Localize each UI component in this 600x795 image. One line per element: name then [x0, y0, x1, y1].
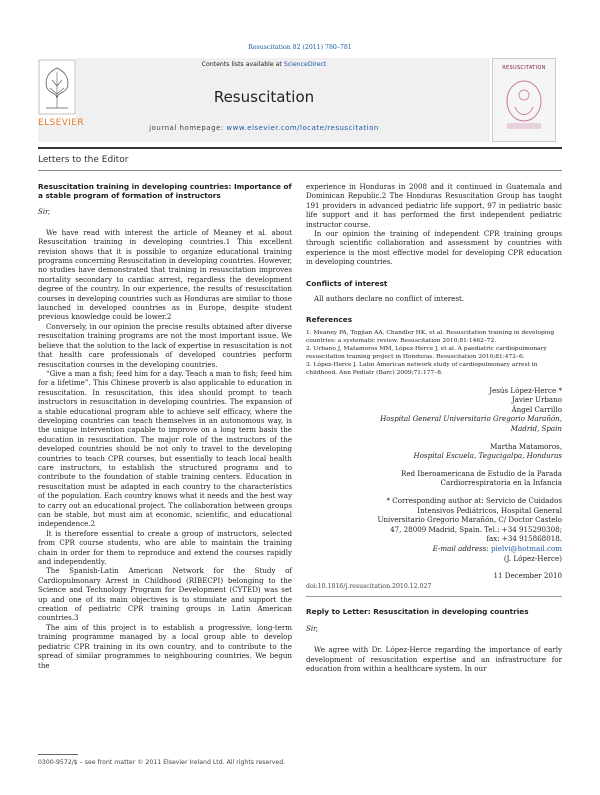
letter1-paragraph: In our opinion the training of independent CPR training groups through scientific collaboration and assessment by countries with experience is the most effective model for developing CPR education in developing countries.	[306, 229, 562, 267]
contents-line: Contents lists available at ScienceDirect	[201, 61, 327, 68]
author-affiliation: Hospital General Universitario Gregorio Marañón,	[380, 414, 562, 424]
author-block	[306, 386, 562, 581]
elsevier-logo	[38, 58, 85, 128]
left-column	[38, 182, 292, 670]
right-column	[306, 182, 562, 674]
letter1-body-continued	[306, 182, 562, 267]
author-affiliation: Hospital Escuela, Tegucigalpa, Honduras	[413, 451, 562, 461]
corresponding-author: * Corresponding author at: Servicio de Cuidados	[386, 495, 562, 505]
corresponding-author: Intensivos Pediátricos, Hospital General	[417, 505, 562, 515]
letter1-paragraph: experience in Honduras in 2008 and it continued in Guatemala and Dominican Republic.2 The Honduras Resuscitation Group has taught 191 providers in advanced pediatric life support, 97 in pediatric basic life support and it has performed the first independent pediatric instructor course.	[306, 182, 562, 229]
journal-title: Resuscitation	[213, 88, 315, 106]
reference-item[interactable]: 3. López-Herce J. Latin American network study of cardiopulmonary arrest in childhood. Ann Pediatr (Barc) 2009;71:177–8.	[306, 362, 538, 377]
author-name: Martha Matamoros,	[490, 441, 562, 451]
author-name: Javier Urbano	[511, 395, 562, 405]
footer-copyright: 0300-9572/$ – see front matter © 2011 Elsevier Ireland Ltd. All rights reserved.	[38, 759, 286, 766]
email-link[interactable]: pielvi@hotmail.com	[490, 543, 562, 553]
letter1-paragraph: It is therefore essential to create a group of instructors, selected from CPR course students, who are able to maintain the training chain in order for them to reproduce and extend the courses rapidly and independently.	[38, 528, 292, 567]
author-name: Ángel Carrillo	[511, 404, 562, 414]
author-affiliation: Madrid, Spain	[510, 424, 562, 433]
email-line: E-mail address: pielvi@hotmail.com	[432, 543, 562, 553]
references-list	[306, 330, 562, 378]
header-rule	[38, 147, 562, 149]
section-title: Letters to the Editor	[38, 155, 129, 165]
network-affiliation: Red Iberoamericana de Estudio de la Parada	[401, 468, 562, 478]
letter1-paragraph: The Spanish-Latin American Network for the Study of Cardiopulmonary Arrest in Childhood (RIBECPI) belonging to the Science and Technology Program for Development (CYTED) was set up and one of its main objectives is to stimulate and support the creation of pediatric CPR training groups in Latin American countries.3	[38, 566, 292, 623]
references-heading: References	[306, 315, 353, 325]
conflicts-text: All authors declare no conflict of interest.	[314, 293, 465, 303]
letter1-paragraph: “Give a man a fish; feed him for a day. Teach a man to fish; feed him for a lifetime”. This Chinese proverb is also applicable to education in resuscitation. In resuscitation, this idea should prompt to teach instructors in resuscitation in developing countries. The expansion of a stable educational program able to achieve self efficacy, where the developing countries can teach themselves in an autonomous way, is the unique intervention capable to improve on a long term basis the education in resuscitation. The major role of the instructors of the developed countries should be not only to travel to the developing countries to teach CPR courses, but essentially to teach local health care instructors, to establish the structured programs and to contribute to the foundation of stable training centers. Education in resuscitation must be adapted in each country to the characteristics of the population. Each country knows what it needs and the best way to carry out an educational project. The collaboration between groups can be stable, but must aim at economic, scientific, and educational independence.2	[38, 368, 292, 529]
letter1-paragraph: We have read with interest the article of Meaney et al. about Resuscitation training in developing countries.1 This excellent revision shows that it is possible to organize educational training programs concerning Resuscitation in developing countries. However, no studies have demonstrated that training in resuscitation improves mortality secondary to cardiac arrest, regardless the development degree of the country. In our experience, the results of resuscitation courses in developing countries such as Honduras are similar to those launched in developed countries as in Europe, despite student previous knowledge could be lower.2	[38, 227, 292, 322]
letter-date: 11 December 2010	[493, 571, 562, 581]
conflicts-heading: Conflicts of interest	[306, 278, 388, 288]
homepage-line: journal homepage: www.elsevier.com/locate/resuscitation	[149, 124, 379, 132]
journal-header	[38, 58, 490, 142]
letter1-title: Resuscitation training in developing countries: Importance of a stable program of formation of instructors	[38, 182, 292, 201]
corresponding-author: fax: +34 915868018.	[486, 534, 562, 544]
section-rule	[38, 170, 562, 171]
cover-figure-icon	[501, 77, 547, 135]
journal-reference[interactable]: Resuscitation 82 (2011) 780–781	[248, 44, 352, 51]
publisher-name: ELSEVIER	[38, 118, 85, 128]
corresponding-author: 47, 28009 Madrid, Spain. Tel.: +34 915290308;	[390, 524, 562, 534]
letter2-title: Reply to Letter: Resuscitation in developing countries	[306, 606, 529, 616]
letter1-paragraph: Conversely, in our opinion the precise results obtained after diverse resuscitation training programs are not the most important issue. We believe that the solution to the lack of expertise in resuscitation is not that health care professionals of developed countries perform resuscitation courses in the developing countries.	[38, 321, 292, 369]
letter-separator	[306, 596, 562, 597]
doi[interactable]: doi:10.1016/j.resuscitation.2010.12.027	[306, 582, 432, 590]
footer-rule	[38, 754, 78, 755]
letter1-salutation: Sir,	[38, 207, 50, 217]
reference-item[interactable]: 1. Meaney PA, Topjian AA, Chandler HK, et al. Resuscitation training in developing countries: a systematic review. Resuscitation 2010;81:1462–72.	[306, 330, 555, 344]
elsevier-tree-icon	[38, 58, 76, 116]
network-affiliation: Cardiorrespiratoria en la Infancia	[440, 478, 562, 488]
cover-title: RESUSCITATION	[502, 65, 546, 71]
author-name: Jesús López-Herce *	[489, 385, 562, 395]
letter1-paragraph: The aim of this project is to establish a progressive, long-term training programme managed by a local group able to develop pediatric CPR training in its own country, and to contribute to the spread of similar programmes to neighbouring countries. We begun the	[38, 622, 292, 670]
reference-item[interactable]: 2. Urbano J, Matamoros MM, López-Herce J, et al. A paediatric cardiopulmonary resuscitation training project in Honduras. Resuscitation 2010;81:472–6.	[306, 346, 547, 360]
homepage-link[interactable]: www.elsevier.com/locate/resuscitation	[226, 124, 379, 132]
email-owner: (J. López-Herce)	[503, 553, 562, 563]
corresponding-author: Universitario Gregorio Marañón, C/ Doctor Castelo	[377, 515, 562, 525]
sciencedirect-link[interactable]: ScienceDirect	[283, 61, 327, 68]
letter2-salutation: Sir,	[306, 623, 318, 633]
journal-cover[interactable]	[492, 58, 556, 142]
letter2-paragraph: We agree with Dr. López-Herce regarding the importance of early development of resuscitation expertise and an infrastructure for education from within a healthcare system. In our	[306, 645, 562, 674]
letter1-body	[38, 228, 292, 670]
